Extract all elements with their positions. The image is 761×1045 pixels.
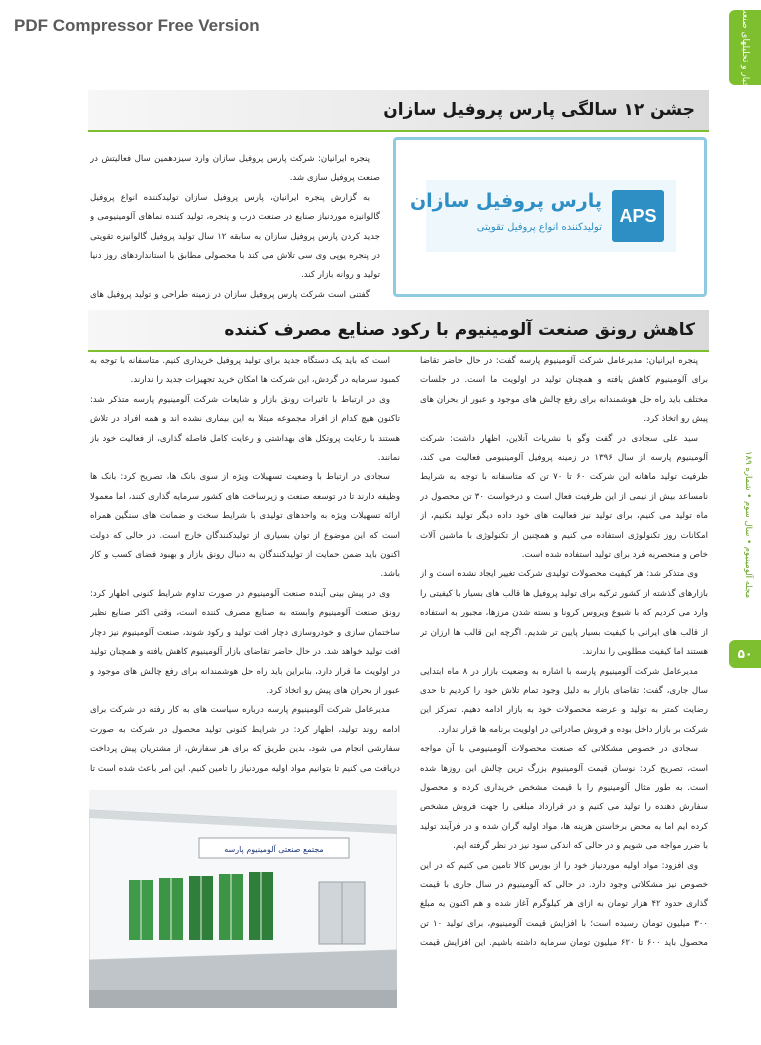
logo-tagline: تولیدکننده انواع پروفیل تقویتی <box>476 222 602 233</box>
article1-paragraph: به گزارش پنجره ایرانیان، پارس پروفیل سازان تولیدکننده انواع پروفیل گالوانیزه موردنیاز صنایع در صنعت درب و پنجره، تولید کننده نماهای آلومینیومی و جدید کردن پارس پروفیل سازان به سابقه ۱۲ سال تولید پروفیل گالوانیزه تقویتی در پنجره یوپی وی سی تلاش می کند با محصولی مطابق با استانداردهای روز دنیا تولید و روانه بازار کند. <box>90 192 380 281</box>
running-footer <box>735 420 761 630</box>
article2-left-column <box>90 352 400 782</box>
section-tab-label: اخبار و تحلیلهای صنعت <box>740 4 750 91</box>
article2-right-column <box>420 352 708 957</box>
article1-header <box>88 90 709 132</box>
logo-panel <box>409 180 676 252</box>
watermark: PDF Compressor Free Version <box>14 16 260 35</box>
article2-paragraph: وی متذکر شد: هر کیفیت محصولات تولیدی شرکت تغییر ایجاد نشده است و از بازارهای گذشته از کشور ترکیه برای تولید پروفیل ها قالب های بسیار با کیفیتی را وارد می کردیم که با شیوع ویروس کرونا و بسته شدن مرزها، مجبور به استفاده از قالب های ایرانی با کیفیت بسیار پایین تر شدیم. اگرچه این قالب ها ارزان تر هستند اما کیفیت مطلوبی را ندارند. <box>420 569 708 658</box>
logo-company-name: پارس پروفیل سازان <box>409 190 602 212</box>
article1-title: جشن ۱۲ سالگی پارس پروفیل سازان <box>383 100 695 120</box>
article2-paragraph: پنجره ایرانیان: مدیرعامل شرکت آلومینیوم پارسه گفت: در حال حاضر تقاضا برای آلومینیوم کاهش یافته و همچنان تولید در اولویت ما است. در جلسات مختلف باید راه حل هوشمندانه برای رفع چالش های موجود و عبور از بحران های پیش رو اتخاذ کرد. <box>420 356 708 425</box>
factory-building-illustration <box>89 790 397 1008</box>
article2-paragraph: مدیرعامل شرکت آلومینیوم پارسه درباره سیاست های به کار رفته در شرکت برای ادامه روند تولید، اظهار کرد: در شرایط کنونی تولید محصول در شرکت به صورت سفارشی انجام می شود، بدین طریق که برای هر سفارش، از مشتریان پیش پرداخت دریافت می کنیم تا بتوانیم مواد اولیه موردنیاز را تامین کنیم. این امر باعث شده است تا <box>90 705 400 774</box>
article2-title: کاهش رونق صنعت آلومینیوم با رکود صنایع مصرف کننده <box>224 320 695 340</box>
running-footer-label: مجله آلومینیوم • سال سوم • شماره ۱۸۹ <box>743 451 753 599</box>
article2-paragraph: است که باید یک دستگاه جدید برای تولید پروفیل خریداری کنیم. متاسفانه با توجه به کمبود سرمایه در گردش، این شرکت ها امکان خرید تجهیزات جدید را ندارند. <box>90 356 400 386</box>
article2-paragraph: سجادی در ارتباط با وضعیت تسهیلات ویژه از سوی بانک ها، تصریح کرد: بانک ها وظیفه دارند تا در توسعه صنعت و زیرساخت های کشور سرمایه گذاری کنند، اما معمولا ارائه تسهیلات ویژه به واحدهای تولیدی با شرایط سخت و ضمانت های سنگین همراه است که این موضوع از توان بسیاری از تولیدکنندگان خارج است. در حالی که دولت اکنون باید ضمن حمایت از تولیدکنندگان به دنبال رونق بازار و بهبود فضای کسب و کار باشد. <box>90 472 400 580</box>
article2-paragraph: وی افزود: مواد اولیه موردنیاز خود را از بورس کالا تامین می کنیم که در این خصوص نیز مشکلاتی وجود دارد. در حالی که آلومینیوم در سال جاری با قیمت گذاری حدود ۴۲ هزار تومان به ازای هر کیلوگرم آغاز شده و هم اکنون به مبلغ ۳۰۰ میلیون تومان رسیده است؛ با افزایش قیمت آلومینیوم، برای تولید ۱۰ تن محصول باید ۶۰۰ تا ۶۲۰ میلیون تومان سرمایه داشته باشیم. این افزایش قیمت <box>420 860 708 949</box>
article2-paragraph: وی در ارتباط با تاثیرات رونق بازار و شایعات شرکت آلومینیوم پارسه متذکر شد: تاکنون هیچ کدام از افراد مجموعه مبتلا به این بیماری نشده اند و همه افراد در تلاش هستند با رعایت پروتکل های بهداشتی و رعایت کامل فاصله گذاری، از فعالیت خود باز نمانند. <box>90 394 400 464</box>
article2-paragraph: وی در پیش بینی آینده صنعت آلومینیوم در صورت تداوم شرایط کنونی اظهار کرد: رونق صنعت آلومینیوم وابسته به صنایع مصرف کننده است، وقتی اکثر صنایع نظیر ساختمان سازی و خودروسازی دچار افت تولید و رکود شوند، صنعت آلومینیوم نیز دچار افت تولید خواهد شد. در حال حاضر تقاضای بازار آلومینیوم کاهش یافته و همچنان تولید در اولویت ما قرار دارد، بنابراین باید راه حل هوشمندانه برای رفع چالش های موجود و عبور از بحران های پیش رو اتخاذ کرد. <box>90 588 400 696</box>
page-number: ۵۰ <box>729 640 761 668</box>
section-tab <box>729 4 761 91</box>
article1-paragraph: گفتنی است شرکت پارس پروفیل سازان در زمینه طراحی و تولید پروفیل های <box>90 289 370 300</box>
logo-mark-icon: APS <box>612 190 664 242</box>
factory-sign-text: مجتمع صنعتی آلومینیوم پارسه <box>224 845 324 854</box>
factory-photo <box>89 790 397 1008</box>
article2-header <box>88 310 709 352</box>
article1-paragraph: پنجره ایرانیان: شرکت پارس پروفیل سازان وارد سیزدهمین سال فعالیتش در صنعت پروفیل سازی شد. <box>90 154 380 184</box>
company-logo-image <box>393 137 707 297</box>
article2-paragraph: مدیرعامل شرکت آلومینیوم پارسه با اشاره به وضعیت بازار در ۸ ماه ابتدایی سال جاری، گفت: تقاضای بازار به دلیل وجود تمام تلاش خود را کردیم تا حدی رضایت کمتر به تولید و عرضه محصولات خود به بازار ادامه دهیم. تمرکز این شرکت بر بازار داخل بوده و فروش صادراتی در اولویت برنامه ها قرار ندارد. <box>420 666 708 735</box>
article2-paragraph: سجادی در خصوص مشکلاتی که صنعت محصولات آلومینیومی با آن مواجه است، تصریح کرد: نوسان قیمت آلومینیوم بزرگ ترین چالش این روزها شده است. به طور مثال آلومینیوم را با قیمت مشخص خریداری کرده و محصول سفارش دهنده را تولید می کنیم و در قرارداد مبلغی را جهت فروش مشخص کرده ایم اما به محض برخاستن هزینه ها، مواد اولیه گران شده و در فرآیند تولید با ضرر مواجه می شویم و در حالی که اندکی سود نیز در نظر گرفته ایم. <box>420 744 708 852</box>
article2-paragraph: سید علی سجادی در گفت وگو با نشریات آنلاین، اظهار داشت: شرکت آلومینیوم پارسه از سال ۱۳۹۶ در زمینه پروفیل آلومینیومی فعالیت می کند، ظرفیت تولید ماهانه این شرکت ۶۰ تا ۷۰ تن که متاسفانه با توجه به شرایط نامساعد بیش از نیمی از این ظرفیت فعال است و درخواست ۳۰ تن محصول در ماه تولید می کنیم، برای تولید نیز فعالیت های خود داده دیگر تولید نکنیم، از امکانات روز تکنولوژی استفاده می کنیم و همچنین از تکنولوژی با ماشین آلات خاص و منحصربه فرد برای تولید استفاده شده است. <box>420 433 708 561</box>
article1-body <box>90 150 380 300</box>
